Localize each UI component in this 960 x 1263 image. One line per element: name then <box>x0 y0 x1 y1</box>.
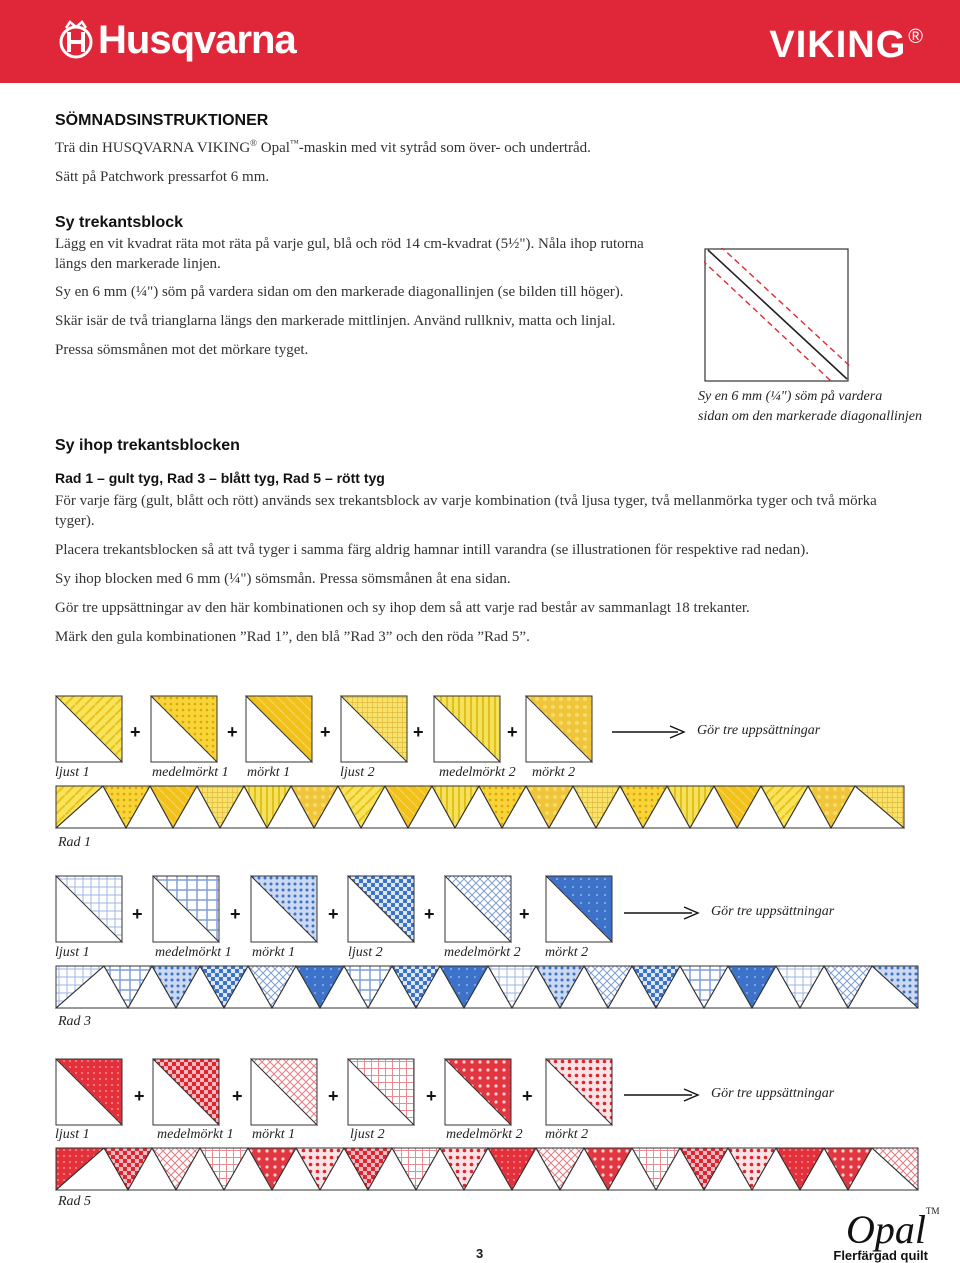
red-plus-5: + <box>522 1086 533 1106</box>
blue-label-6: mörkt 2 <box>545 945 589 960</box>
yellow-block-3 <box>246 696 312 762</box>
viking-logo <box>769 24 924 67</box>
red-block-3 <box>251 1059 317 1125</box>
footer-title: Flerfärgad quilt <box>833 1248 928 1263</box>
yellow-plus-3: + <box>320 722 331 742</box>
blue-block-4 <box>348 876 414 942</box>
join-paragraphs <box>55 491 915 647</box>
yellow-plus-2: + <box>227 722 238 742</box>
sewing-line-1c: -maskin med vit sytråd som över- och undertråd. <box>298 140 591 156</box>
sewing-line-1b: Opal <box>257 140 290 156</box>
red-label-4: ljust 2 <box>350 1127 385 1142</box>
blue-plus-2: + <box>230 904 241 924</box>
blue-label-2: medelmörkt 1 <box>155 945 232 960</box>
red-label-6: mörkt 2 <box>545 1127 589 1142</box>
yellow-block-6 <box>526 696 592 762</box>
blue-block-2 <box>153 876 219 942</box>
figure-square <box>705 249 848 381</box>
red-block-6 <box>546 1059 612 1125</box>
brand-right-text: VIKING <box>769 24 907 66</box>
yellow-label-4: ljust 2 <box>340 765 375 780</box>
yellow-strip <box>55 785 907 831</box>
yellow-block-2 <box>151 696 217 762</box>
opal-logo-text: Opal <box>846 1207 926 1252</box>
join-p1: För varje färg (gult, blått och rött) används sex trekantsblock av varje kombination (två ljusa tyger, två mellanmörka tyger och två mörka tyger). <box>55 493 877 529</box>
figure-caption-2: sidan om den markerade diagonallinjen <box>698 409 922 424</box>
brand-header <box>0 0 960 83</box>
yellow-block-5 <box>434 696 500 762</box>
join-p3: Sy ihop blocken med 6 mm (¼") sömsmån. Pressa sömsmånen åt ena sidan. <box>55 571 511 587</box>
red-arrow-icon <box>624 1087 706 1103</box>
blue-block-5 <box>445 876 511 942</box>
blue-label-3: mörkt 1 <box>252 945 296 960</box>
triangle-block-heading: Sy trekantsblock <box>55 214 184 231</box>
tm-mark: ™ <box>289 138 299 148</box>
yellow-label-5: medelmörkt 2 <box>439 765 516 780</box>
red-row-label: Rad 5 <box>58 1194 92 1209</box>
red-label-3: mörkt 1 <box>252 1127 296 1142</box>
blue-label-4: ljust 2 <box>348 945 383 960</box>
registered-mark: ® <box>908 26 924 49</box>
page-number: 3 <box>476 1246 484 1261</box>
red-block-1 <box>56 1059 122 1125</box>
red-plus-2: + <box>232 1086 243 1106</box>
join-heading: Sy ihop trekantsblocken <box>55 437 240 454</box>
sewing-line-1 <box>55 133 915 158</box>
join-p5: Märk den gula kombinationen ”Rad 1”, den blå ”Rad 3” och den röda ”Rad 5”. <box>55 629 530 645</box>
yellow-plus-5: + <box>507 722 518 742</box>
red-plus-4: + <box>426 1086 437 1106</box>
red-plus-3: + <box>328 1086 339 1106</box>
husqvarna-logo <box>58 18 296 63</box>
yellow-plus-1: + <box>130 722 141 742</box>
yellow-block-1 <box>56 696 122 762</box>
opal-tm: TM <box>926 1206 940 1216</box>
red-make-three: Gör tre uppsättningar <box>711 1086 835 1101</box>
red-block-2 <box>153 1059 219 1125</box>
blue-arrow-icon <box>624 905 706 921</box>
join-subheading: Rad 1 – gult tyg, Rad 3 – blått tyg, Rad 5 – rött tyg <box>55 470 385 486</box>
triangle-block-p2: Sy en 6 mm (¼") söm på vardera sidan om den markerade diagonallinjen (se bilden till höger). <box>55 284 624 300</box>
blue-block-3 <box>251 876 317 942</box>
red-block-4 <box>348 1059 414 1125</box>
blue-plus-5: + <box>519 904 530 924</box>
blue-row-label: Rad 3 <box>58 1014 92 1029</box>
opal-logo <box>846 1206 940 1253</box>
red-block-5 <box>445 1059 511 1125</box>
red-label-5: medelmörkt 2 <box>446 1127 523 1142</box>
yellow-block-4 <box>341 696 407 762</box>
yellow-label-6: mörkt 2 <box>532 765 576 780</box>
yellow-label-2: medelmörkt 1 <box>152 765 229 780</box>
join-p4: Gör tre uppsättningar av den här kombinationen och sy ihop dem så att varje rad består av sammanlagt 18 trekanter. <box>55 600 750 616</box>
yellow-arrow-icon <box>612 724 692 740</box>
yellow-row-label: Rad 1 <box>58 835 92 850</box>
blue-block-1 <box>56 876 122 942</box>
red-plus-1: + <box>134 1086 145 1106</box>
yellow-label-3: mörkt 1 <box>247 765 291 780</box>
sewing-line-1a: Trä din HUSQVARNA VIKING <box>55 140 251 156</box>
join-p2: Placera trekantsblocken så att två tyger i samma färg aldrig hamnar intill varandra (se illustrationen för respektive rad nedan). <box>55 542 810 558</box>
diagonal-seam-figure <box>704 248 852 384</box>
red-label-1: ljust 1 <box>55 1127 90 1142</box>
sewing-line-2: Sätt på Patchwork pressarfot 6 mm. <box>55 169 270 185</box>
yellow-label-1: ljust 1 <box>55 765 90 780</box>
blue-label-5: medelmörkt 2 <box>444 945 521 960</box>
triangle-block-p4: Pressa sömsmånen mot det mörkare tyget. <box>55 342 309 358</box>
blue-strip <box>55 965 921 1011</box>
red-label-2: medelmörkt 1 <box>157 1127 234 1142</box>
reg-mark: ® <box>250 138 258 148</box>
blue-plus-4: + <box>424 904 435 924</box>
red-strip <box>55 1147 921 1193</box>
blue-block-6 <box>546 876 612 942</box>
triangle-block-p1: Lägg en vit kvadrat räta mot räta på varje gul, blå och röd 14 cm-kvadrat (5½"). Nåla ihop rutorna längs den markerade linjen. <box>55 236 644 272</box>
yellow-plus-4: + <box>413 722 424 742</box>
brand-left-text: Husqvarna <box>98 18 296 62</box>
crown-h-icon <box>58 20 94 62</box>
blue-plus-1: + <box>132 904 143 924</box>
yellow-make-three: Gör tre uppsättningar <box>697 723 821 738</box>
blue-label-1: ljust 1 <box>55 945 90 960</box>
figure-caption-1: Sy en 6 mm (¼") söm på vardera <box>698 389 883 404</box>
blue-plus-3: + <box>328 904 339 924</box>
sewing-heading: SÖMNADSINSTRUKTIONER <box>55 112 269 129</box>
blue-make-three: Gör tre uppsättningar <box>711 904 835 919</box>
triangle-block-p3: Skär isär de två trianglarna längs den markerade mittlinjen. Använd rullkniv, matta och linjal. <box>55 313 616 329</box>
